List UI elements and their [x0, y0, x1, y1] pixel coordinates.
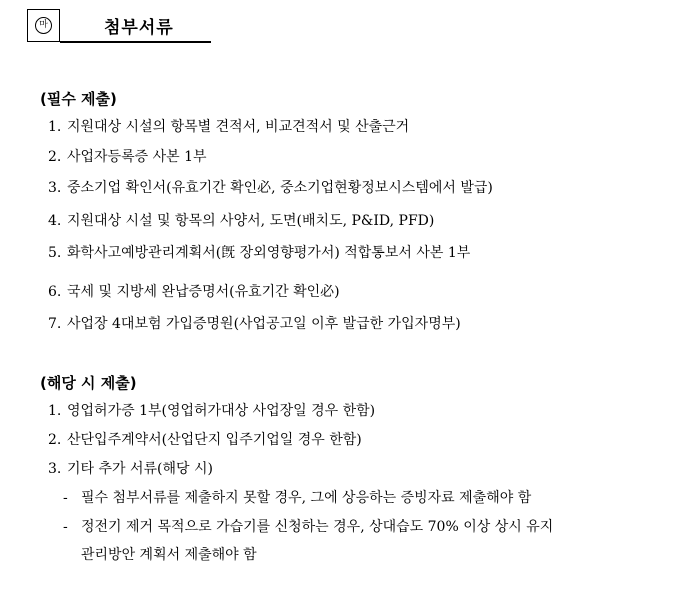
conditional-item-3 [48, 458, 213, 478]
item-number: 2. [48, 432, 62, 448]
item-number: 3. [48, 180, 62, 196]
note-item-1 [63, 487, 531, 507]
item-number: 1. [48, 403, 62, 419]
required-item-5 [48, 242, 470, 262]
required-section-title: (필수 제출) [40, 90, 117, 108]
header-underline [60, 41, 211, 43]
item-number: 5. [48, 245, 62, 261]
note-item-2-continuation: 관리방안 계획서 제출해야 함 [81, 547, 257, 563]
note-item-2 [63, 516, 553, 536]
item-text: 국세 및 지방세 완납증명서(유효기간 확인必) [67, 284, 340, 300]
page-title: 첨부서류 [104, 18, 174, 38]
item-text: 영업허가증 1부(영업허가대상 사업장일 경우 한함) [67, 403, 376, 419]
note-text: 정전기 제거 목적으로 가습기를 신청하는 경우, 상대습도 70% 이상 상시 유지 [81, 519, 554, 535]
required-item-7 [48, 313, 461, 333]
required-item-1 [48, 116, 409, 136]
item-number: 6. [48, 284, 62, 300]
section-header [27, 9, 211, 44]
conditional-item-1 [48, 400, 375, 420]
note-dash: - [63, 490, 68, 506]
section-marker-box [27, 9, 60, 42]
note-dash: - [63, 519, 68, 535]
item-text: 기타 추가 서류(해당 시) [67, 461, 213, 477]
section-marker: 마 [35, 17, 52, 34]
item-number: 7. [48, 316, 62, 332]
required-item-6 [48, 281, 340, 301]
item-text: 중소기업 확인서(유효기간 확인必, 중소기업현황정보시스템에서 발급) [67, 180, 493, 196]
required-item-2 [48, 146, 207, 166]
required-item-4 [48, 210, 434, 230]
item-text: 화학사고예방관리계획서(旣 장외영향평가서) 적합통보서 사본 1부 [67, 245, 471, 261]
required-item-3 [48, 177, 493, 197]
item-number: 4. [48, 213, 62, 229]
item-text: 사업장 4대보험 가입증명원(사업공고일 이후 발급한 가입자명부) [67, 316, 461, 332]
item-number: 3. [48, 461, 62, 477]
conditional-item-2 [48, 429, 362, 449]
item-number: 2. [48, 149, 62, 165]
item-text: 산단입주계약서(산업단지 입주기업일 경우 한함) [67, 432, 362, 448]
note-text: 필수 첨부서류를 제출하지 못할 경우, 그에 상응하는 증빙자료 제출해야 함 [81, 490, 532, 506]
conditional-section-title: (해당 시 제출) [40, 374, 137, 392]
item-text: 사업자등록증 사본 1부 [67, 149, 207, 165]
item-text: 지원대상 시설의 항목별 견적서, 비교견적서 및 산출근거 [67, 119, 410, 135]
item-text: 지원대상 시설 및 항목의 사양서, 도면(배치도, P&ID, PFD) [67, 213, 435, 229]
item-number: 1. [48, 119, 62, 135]
